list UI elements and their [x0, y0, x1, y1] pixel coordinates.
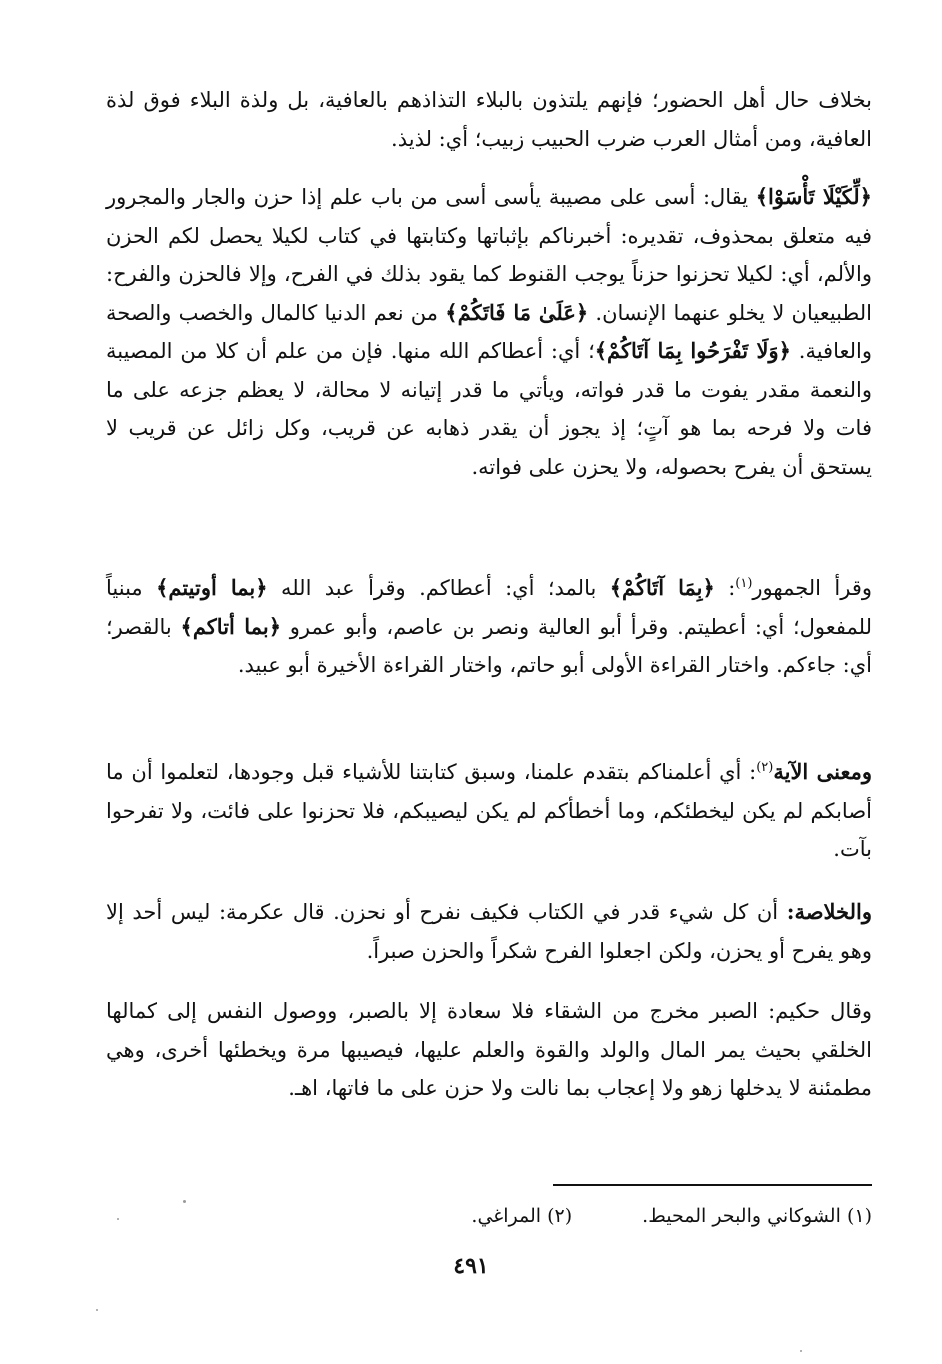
footnote-number: (٢) [547, 1205, 573, 1227]
qiraat-body: وقرأ الجمهور [752, 576, 872, 600]
paragraph-tafsir [106, 178, 872, 486]
wisdom-text: وقال حكيم: الصبر مخرج من الشقاء فلا سعادة إلا بالصبر، ووصول النفس إلى كمالها الخلقي بحيث يمر المال والولد والقوة والعلم عليها، فيصيبها مرة ويخطئها أخرى، وهي مطمئنة لا يدخلها زهو ولا إعجاب بما نالت ولا حزن على ما فاتها، اهـ. [106, 999, 872, 1100]
quran-verse: ﴿عَلَىٰ مَا فَاتَكُمْ﴾ [445, 299, 589, 325]
qiraat-body: : [714, 576, 736, 600]
qiraat-body: بالقصر؛ أي: جاءكم. واختار القراءة الأولى أبو حاتم، واختار القراءة الأخيرة أبو عبيد. [106, 614, 872, 677]
paragraph-intro [106, 81, 872, 158]
scan-speck [183, 1200, 186, 1203]
footnote-1 [642, 1203, 872, 1229]
qiraat-body: بالمد؛ أي: أعطاكم. وقرأ عبد الله [267, 576, 610, 600]
quran-verse: ﴿بما أوتيتم﴾ [156, 575, 268, 600]
qiraat-text [106, 565, 872, 685]
footnote-ref[interactable]: (١) [735, 576, 753, 591]
tafsir-text [106, 178, 872, 486]
meaning-lead: ومعنى الآية [773, 759, 872, 784]
summary-lead: والخلاصة: [786, 899, 872, 924]
paragraph-meaning [106, 749, 872, 869]
meaning-body: : أي أعلمناكم بتقدم علمنا، وسبق كتابتنا للأشياء قبل وجودها، لتعلموا أن ما أصابكم لم يكن ليخطئكم، وما أخطأكم لم يكن ليصيبكم، فلا تحزنوا على فائت، ولا تفرحوا بآت. [106, 760, 872, 861]
tafsir-body: يقال: أسى على مصيبة يأسى أسى من باب علم إذا حزن والجار والمجرور فيه متعلق بمحذوف، تقديره: أخبرناكم بإثباتها وكتابتها في كتاب لكيلا يحصل لكم الحزن والألم، أي: لكيلا تحزنوا حزناً يوجب القنوط كما يقود بذلك في الفرح، وإلا فالحزن والفرح: الطبيعيان لا يخلو عنهما الإنسان. [106, 185, 872, 325]
footnote-text: الشوكاني والبحر المحيط. [642, 1205, 841, 1227]
footnote-number: (١) [846, 1205, 872, 1227]
footnote-ref[interactable]: (٢) [756, 760, 774, 775]
scan-speck [117, 1218, 119, 1220]
qiraat-body: مبنياً للمفعول؛ أي: أعطيتم. وقرأ أبو العالية ونصر بن عاصم، وأبو عمرو [106, 576, 872, 639]
quran-verse: ﴿لِّكَيْلَا تَأْسَوْا﴾ [755, 184, 872, 209]
meaning-text [106, 749, 872, 869]
page-number: ٤٩١ [453, 1253, 489, 1279]
footnote-divider [553, 1184, 872, 1186]
footnotes [352, 1203, 872, 1229]
paragraph-wisdom [106, 992, 872, 1108]
footnote-text: المراغي. [471, 1205, 542, 1227]
scan-speck [800, 1350, 802, 1352]
tafsir-body: ؛ أي: أعطاكم الله منها. فإن من علم أن كلا من المصيبة والنعمة مقدر يفوت ما قدر فواته، ويأتي ما قدر إتيانه لا محالة، لا يعظم جزعه على ما فات ولا فرحه بما هو آتٍ؛ إذ يجوز أن يقدر ذهابه عن قريب، وكل زائل عن قريب لا يستحق أن يفرح بحصوله، ولا يحزن على فواته. [106, 339, 872, 479]
paragraph-summary [106, 893, 872, 970]
scan-speck [96, 1309, 98, 1311]
tafsir-body: من نعم الدنيا كالمال والخصب والصحة والعافية. [106, 300, 872, 363]
quran-verse: ﴿بما أتاكم﴾ [180, 613, 281, 639]
summary-text [106, 893, 872, 970]
intro-text: بخلاف حال أهل الحضور؛ فإنهم يلتذون بالبلاء التذاذهم بالعافية، بل ولذة البلاء فوق لذة العافية، ومن أمثال العرب ضرب الحبيب زبيب؛ أي: لذيذ. [106, 88, 872, 151]
paragraph-qiraat [106, 565, 872, 685]
summary-body: أن كل شيء قدر في الكتاب فكيف نفرح أو نحزن. قال عكرمة: ليس أحد إلا وهو يفرح أو يحزن، ولكن اجعلوا الفرح شكراً والحزن صبراً. [106, 900, 872, 963]
quran-verse: ﴿وَلَا تَفْرَحُوا بِمَا آتَاكُمْ﴾ [594, 338, 791, 363]
footnote-2 [471, 1203, 572, 1229]
quran-verse: ﴿بِمَا آتَاكُمْ﴾ [609, 575, 715, 600]
